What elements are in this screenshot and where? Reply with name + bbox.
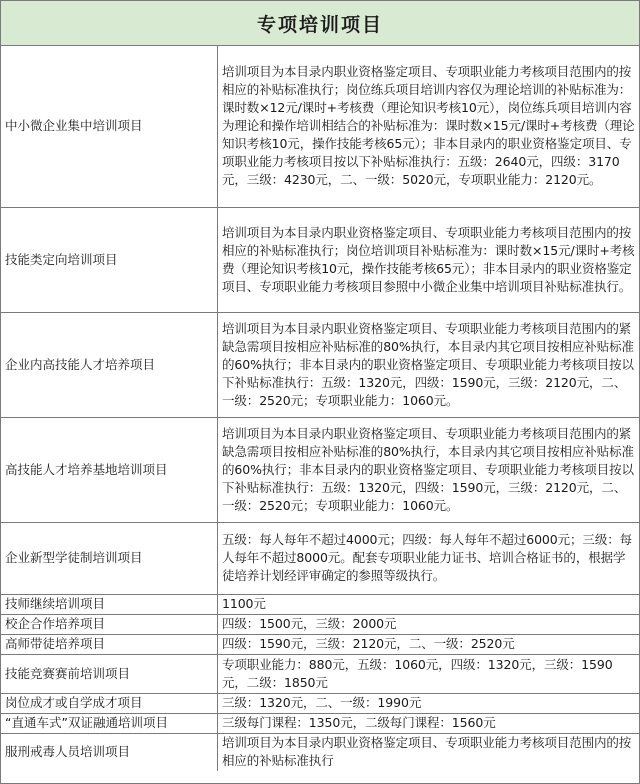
subsidy-description: 培训项目为本目录内职业资格鉴定项目、专项职业能力考核项目范围内的紧缺急需项目按相应补贴标准的80%执行，本目录内其它项目按相应补贴标准的60%执行；非本目录内的职业资格鉴定项目、专项职业能力考核项目按以下补贴标准执行：五级：1320元，四级：1590元，三级：2120元，二、一级：2520元；专项职业能力：1060元。 bbox=[218, 312, 640, 417]
project-name: 高师带徒培养项目 bbox=[1, 634, 218, 654]
subsidy-description: 四级：1590元，三级：2120元，二、一级：2520元 bbox=[218, 634, 640, 654]
table-row bbox=[1, 207, 639, 312]
project-name: 中小微企业集中培训项目 bbox=[1, 46, 218, 207]
table-row bbox=[1, 614, 639, 634]
project-name: 岗位成才或自学成才项目 bbox=[1, 693, 218, 713]
table-row bbox=[1, 713, 639, 733]
subsidy-description: 四级：1500元，三级：2000元 bbox=[218, 614, 640, 634]
project-name: 服刑戒毒人员培训项目 bbox=[1, 733, 218, 771]
table-row bbox=[1, 522, 639, 594]
subsidy-description: 培训项目为本目录内职业资格鉴定项目、专项职业能力考核项目范围内的按相应的补贴标准执行；岗位练兵项目培训内容仅为理论培训的补贴标准为：课时数×12元/课时+考核费（理论知识考核10元），岗位练兵项目培训内容为理论和操作培训相结合的补贴标准为：课时数×15元/课时+考核费（理论知识考核10元，操作技能考核65元）；非本目录内的职业资格鉴定项目、专项职业能力考核项目按以下补贴标准执行：五级：2640元，四级：3170元，三级：4230元，二、一级：5020元，专项职业能力：2120元。 bbox=[218, 46, 640, 207]
project-name: 高技能人才培养基地培训项目 bbox=[1, 417, 218, 522]
subsidy-description: 三级每门课程：1350元，二级每门课程：1560元 bbox=[218, 713, 640, 733]
project-name: “直通车式”双证融通培训项目 bbox=[1, 713, 218, 733]
training-table bbox=[1, 46, 639, 771]
project-name: 企业新型学徒制培训项目 bbox=[1, 522, 218, 594]
table-title: 专项培训项目 bbox=[1, 1, 639, 46]
project-name: 技能竞赛赛前培训项目 bbox=[1, 654, 218, 693]
table-row bbox=[1, 594, 639, 614]
subsidy-description: 培训项目为本目录内职业资格鉴定项目、专项职业能力考核项目范围内的按相应的补贴标准执行；岗位培训项目补贴标准为：课时数×15元/课时+考核费（理论知识考核10元，操作技能考核65元）；非本目录内的职业资格鉴定项目、专项职业能力考核项目参照中小微企业集中培训项目补贴标准执行。 bbox=[218, 207, 640, 312]
project-name: 校企合作培养项目 bbox=[1, 614, 218, 634]
table-row bbox=[1, 46, 639, 207]
table-row bbox=[1, 417, 639, 522]
project-name: 技能类定向培训项目 bbox=[1, 207, 218, 312]
table-row bbox=[1, 654, 639, 693]
subsidy-description: 专项职业能力：880元，五级：1060元，四级：1320元，三级：1590元，二级：1850元 bbox=[218, 654, 640, 693]
subsidy-description: 培训项目为本目录内职业资格鉴定项目、专项职业能力考核项目范围内的紧缺急需项目按相应补贴标准的80%执行，本目录内其它项目按相应补贴标准的60%执行；非本目录内的职业资格鉴定项目、专项职业能力考核项目按以下补贴标准执行：五级：1320元，四级：1590元，三级：2120元，二、一级：2520元；专项职业能力：1060元。 bbox=[218, 417, 640, 522]
table-row bbox=[1, 312, 639, 417]
subsidy-description: 培训项目为本目录内职业资格鉴定项目、专项职业能力考核项目范围内的按相应的补贴标准执行 bbox=[218, 733, 640, 771]
project-name: 企业内高技能人才培养项目 bbox=[1, 312, 218, 417]
subsidy-description: 三级：1320元，二、一级：1990元 bbox=[218, 693, 640, 713]
table-row bbox=[1, 634, 639, 654]
subsidy-description: 1100元 bbox=[218, 594, 640, 614]
subsidy-description: 五级：每人每年不超过4000元；四级：每人每年不超过6000元；三级：每人每年不超过8000元。配套专项职业能力证书、培训合格证书的，根据学徒培养计划经评审确定的参照等级执行。 bbox=[218, 522, 640, 594]
project-name: 技师继续培训项目 bbox=[1, 594, 218, 614]
table-row bbox=[1, 733, 639, 771]
table-row bbox=[1, 693, 639, 713]
